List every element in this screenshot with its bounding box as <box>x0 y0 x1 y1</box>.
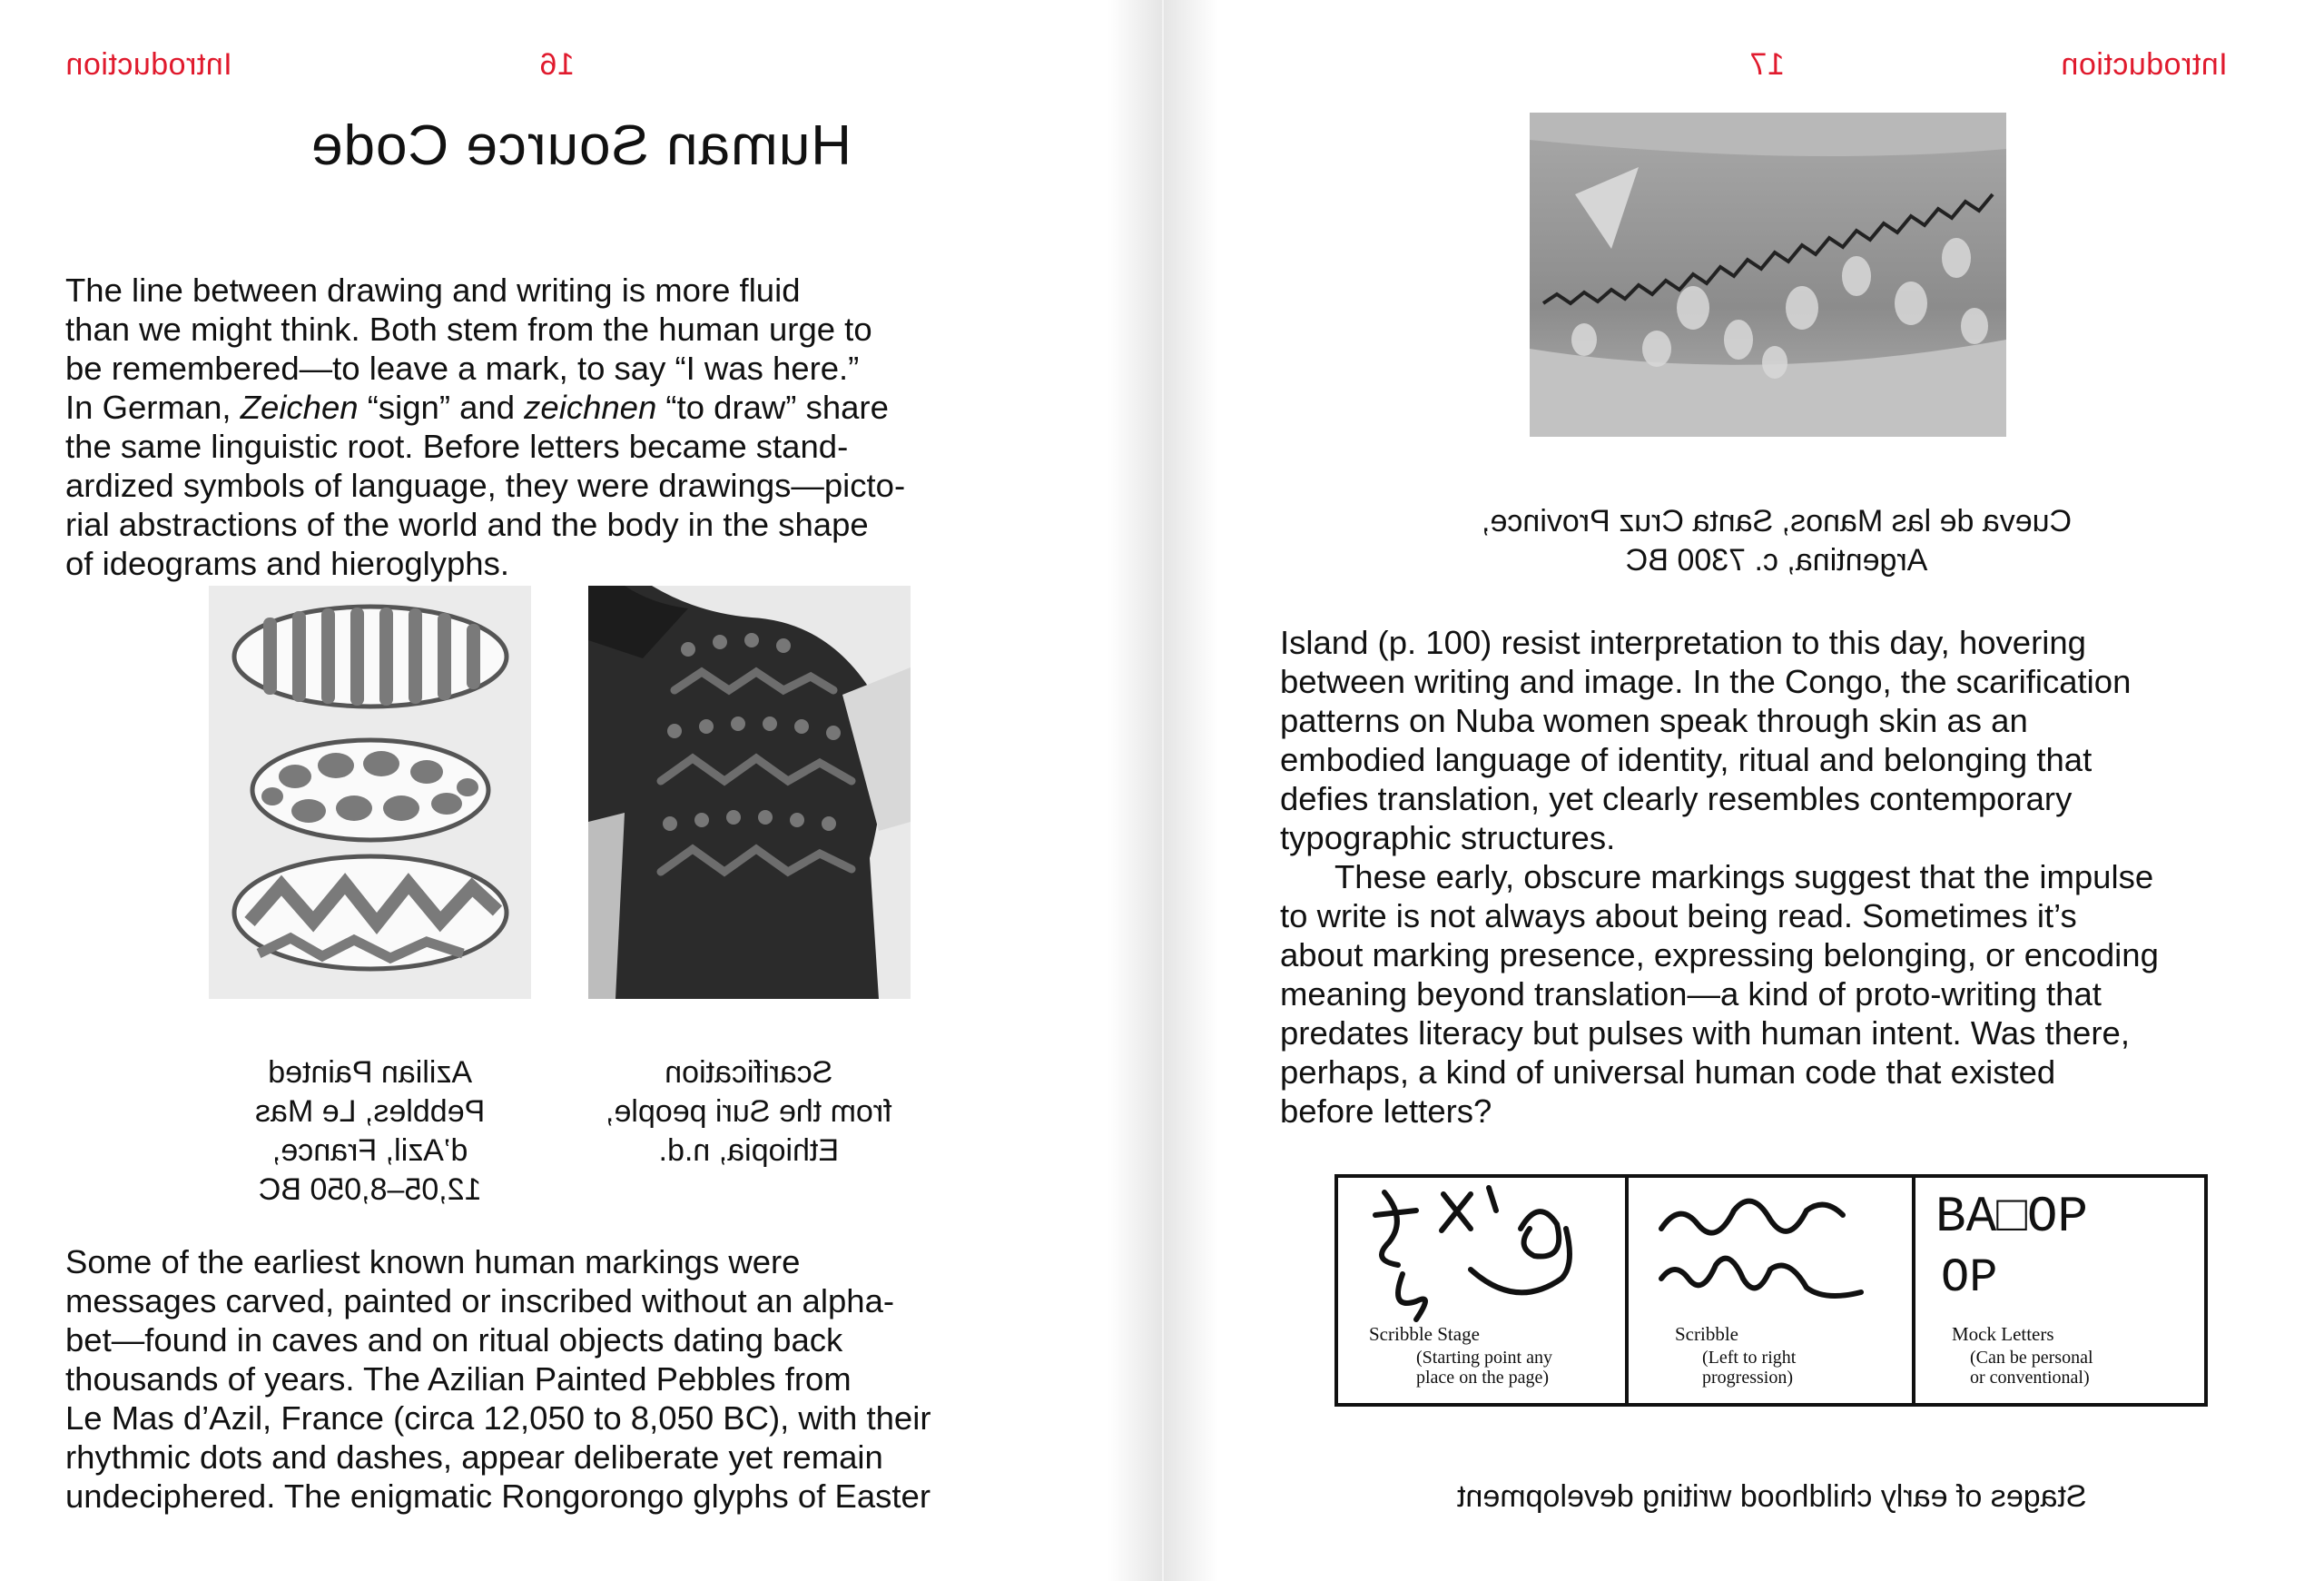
body-paragraph-1: Island (p. 100) resist interpretation to this day, hovering between writing and image. In the Congo, the scarification patterns on Nuba women speak through skin as an embodied language of identity, ritual and belonging that defies translation, yet clearly resembles contemporary typographic structures. <box>1280 624 2132 856</box>
azilian-pebbles-image <box>209 586 531 999</box>
scarification-caption: Scarification from the Suri people, Ethiopia, n.d. <box>606 1055 892 1168</box>
stage-2-note-line-2: progression) <box>1702 1368 1793 1388</box>
stage-3-label: Mock Letters <box>1952 1323 2054 1345</box>
cave-illustration <box>1530 113 2006 437</box>
stage-1-note-line-2: place on the page) <box>1416 1368 1550 1388</box>
scarification-image <box>588 586 911 999</box>
stages-caption: Stages of early childhood writing development <box>1457 1479 2087 1514</box>
stage-1-label: Scribble Stage <box>1369 1323 1480 1345</box>
stage-2-label: Scribble <box>1675 1323 1738 1345</box>
writing-stages-figure <box>1334 1174 2208 1407</box>
stage-1-note-line-1: (Starting point any <box>1416 1348 1552 1368</box>
running-head-left: Introduction <box>65 47 232 82</box>
pebbles-illustration <box>209 586 531 999</box>
page-title: Human Source Code <box>310 114 852 177</box>
stage-3-note-line-2: or conventional) <box>1970 1368 2090 1388</box>
scarification-illustration <box>588 586 911 999</box>
page-number-right: 17 <box>1749 47 1785 82</box>
stages-illustration <box>1334 1174 2208 1407</box>
mock-letters-row-2: OP <box>1941 1251 1998 1305</box>
cueva-de-las-manos-image <box>1530 113 2006 437</box>
pebbles-caption: Azilian Painted Pebbles, Le Mas d’Azil, France, 12,05–8,050 BC <box>254 1055 486 1207</box>
intro-paragraph-2: Some of the earliest known human markings were messages carved, painted or inscribed without an alpha- bet—found in caves and on ritual objects dating back thousands of years. The Azilian Painted Pebbles from Le Mas d’Azil, France (circa 12,050 to 8,050 BC), with their rhythmic dots and dashes, appear deliberate yet remain undeciphered. The enigmatic Rongorongo glyphs of Easter <box>65 1243 931 1515</box>
running-head-right: Introduction <box>2061 47 2228 82</box>
page-number-left: 16 <box>539 47 575 82</box>
body-paragraph-2: These early, obscure markings suggest that the impulse to write is not always about being read. Sometimes it’s about marking presence, expressing belonging, or encoding meaning beyond translation—a kind of proto-writing that predates literacy but pulses with human intent. Was there, perhaps, a kind of universal human code that existed before letters? <box>1280 858 2159 1130</box>
stage-3-note-line-1: (Can be personal <box>1970 1348 2093 1368</box>
mock-letters-row-1: BA□OP <box>1935 1188 2089 1246</box>
right-page <box>1164 0 2324 1581</box>
stage-2-note-line-1: (Left to right <box>1702 1348 1797 1368</box>
cave-caption: Cueva de las Manos, Santa Cruz Province, Argentina, c. 7300 BC <box>1481 504 2073 578</box>
gutter-shadow <box>1164 0 1218 1581</box>
intro-paragraph-1: The line between drawing and writing is more fluid than we might think. Both stem from the human urge to be remembered—to leave a mark, to say “I was here.” In German, Zeichen “sign” and zeichnen “to draw” share the same linguistic root. Before letters became stand- ardized symbols of language, they were drawings—picto- rial abstractions of the world and the body in the shape of ideograms and hieroglyphs. <box>65 272 906 582</box>
